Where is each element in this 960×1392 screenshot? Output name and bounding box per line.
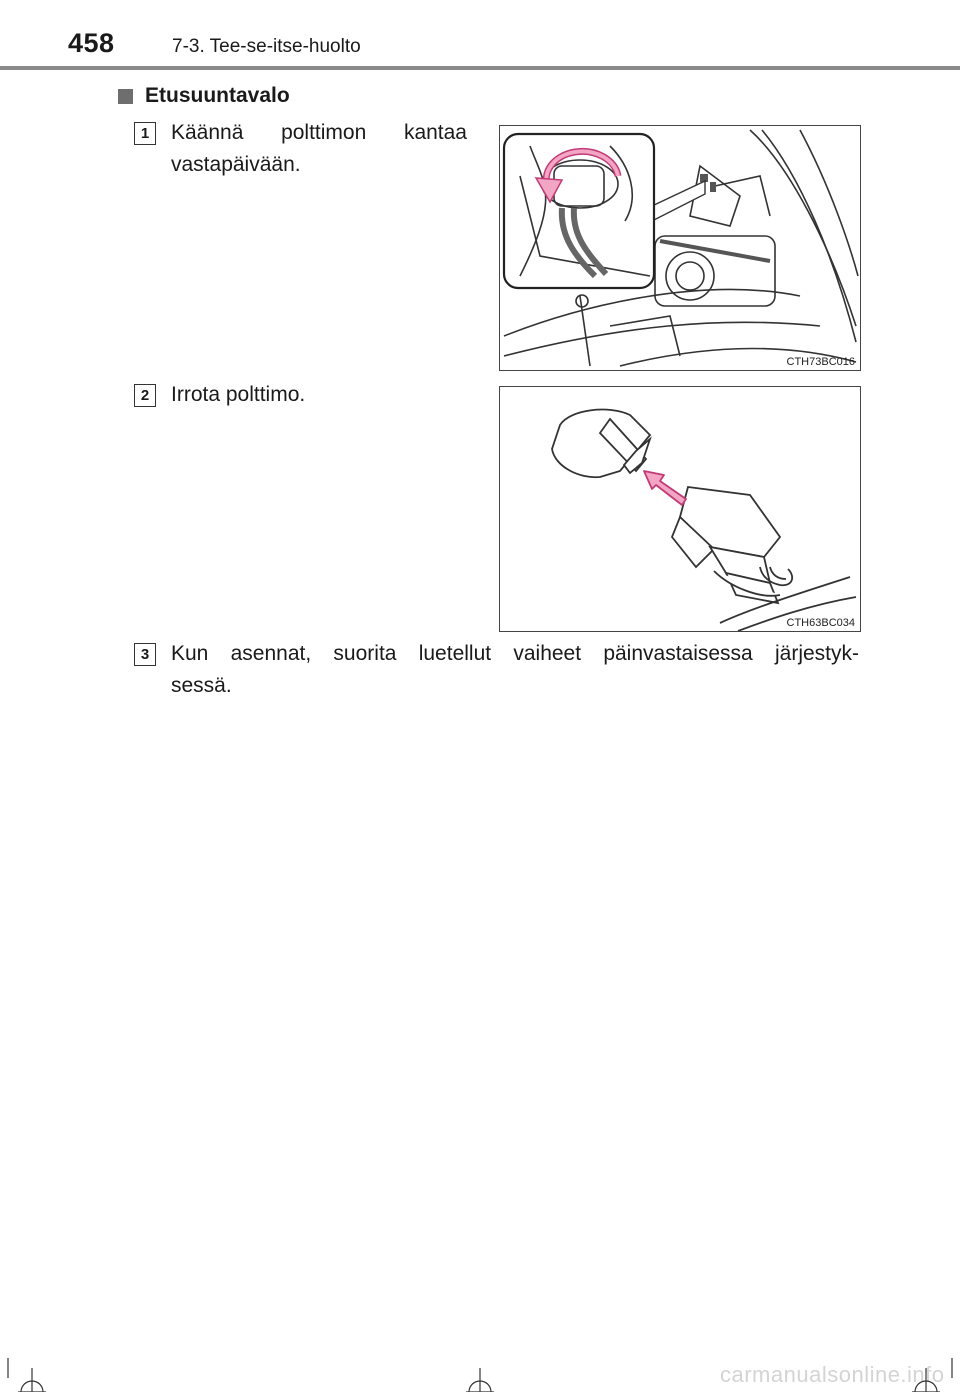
footer-watermark: carmanualsonline.info [720,1362,945,1387]
page-number: 458 [68,28,115,58]
figure-remove-bulb [499,386,861,632]
step-number-1: 1 [134,122,156,145]
step-3-line-2: sessä. [171,674,232,697]
step-1-line-1: Käännä polttimon kantaa [171,121,467,144]
step-3-text [171,638,859,702]
step-1-line-2: vastapäivään. [171,153,301,176]
section-heading [118,84,290,108]
step-number-2: 2 [134,384,156,407]
figure-bulb-socket-rotate [499,125,861,371]
step-number-3: 3 [134,643,156,666]
headlamp-illustration [500,126,860,370]
square-bullet-icon [118,89,133,104]
registration-marks [0,1356,960,1392]
header-divider [0,66,960,70]
bulb-removal-illustration [500,387,860,631]
step-1-text [171,117,467,181]
step-3-line-1: Kun asennat, suorita luetellut vaiheet päinvastaisessa järjestyk- [171,642,859,665]
section-title: Etusuuntavalo [145,84,290,107]
chapter-title: 7-3. Tee-se-itse-huolto [172,36,361,57]
step-2-text: Irrota polttimo. [171,383,306,406]
figure-1-code: CTH73BC016 [786,356,855,368]
figure-2-code: CTH63BC034 [786,617,855,629]
